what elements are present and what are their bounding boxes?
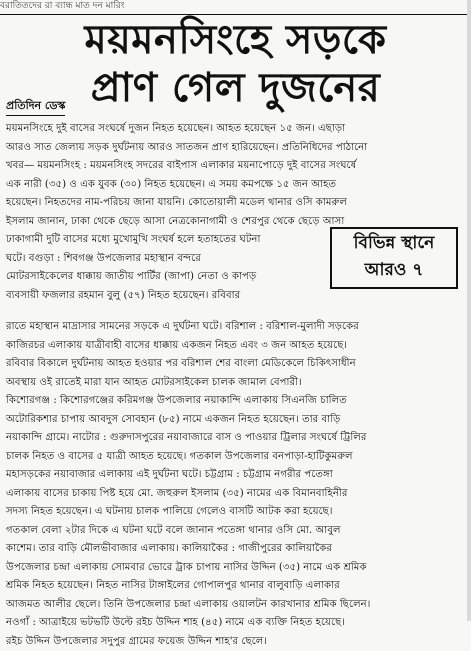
text-line: ঘটে। বগুড়া : শিবগঞ্জ উপজেলার মহাস্থান বন্দরে (6, 250, 324, 269)
text-line: রবিবার বিকালে দুর্ঘটনায় আহত হওয়ার পর বরিশাল শের বাংলা মেডিকেলে চিকিৎসাধীন (6, 355, 464, 374)
text-line: মহাসড়কের নয়াবাজার এলাকায় এই দুর্ঘটনা ঘটে। চট্টগ্রাম : চট্টগ্রাম নগরীর পতেঙ্গা (6, 466, 464, 485)
inset-line-2: আরও ৭ (332, 257, 456, 283)
text-line: অটোরিকশার চাপায় আবদুস সোবহান (৮৫) নামে একজন নিহত হয়েছেন। তার বাড়ি (6, 411, 464, 430)
text-line: মোটরসাইকেলের ধাক্কায় জাতীয় পার্টির (জাপা) নেতা ও কাপড় (6, 268, 324, 287)
text-line: চালক নিহত ও বাসের ৫ যাত্রী আহত হয়েছে। গতকাল উপজেলার বনপাড়া-হাটিকুমরুল (6, 448, 464, 467)
text-line: আরও সাত জেলায় সড়ক দুর্ঘটনায় আরও সাতজন প্রাণ হারিয়েছেন। প্রতিনিধিদের পাঠানো (6, 139, 464, 158)
inset-line-1: বিভিন্ন স্থানে (332, 229, 456, 257)
text-line: খবর— ময়মনসিংহ : ময়মনসিংহ সদরের বাইপাস এলাকার ময়নাপোড়ে দুই বাসের সংঘর্ষে (6, 157, 464, 176)
text-line: কাশেম। তার বাড়ি মৌলভীবাজার এলাকায়। কালিয়াকৈর : গাজীপুরের কালিয়াকৈর (6, 540, 464, 559)
byline: প্রতিদিন ডেস্ক (6, 98, 65, 116)
text-line: রাতে মহাস্থান মাদ্রাসার সামনের সড়কে এ দুর্ঘটনা ঘটে। বরিশাল : বরিশাল-মুলাদী সড়কের (6, 318, 464, 337)
text-line: সদস্য নিহত হয়েছেন। এ ঘটনায় চালক পালিয়ে গেলেও বাসটি আটক করা হয়েছে। (6, 503, 464, 522)
text-line: অবস্থায় ওই রাতেই মারা যান আহত মোটরসাইকেল চালক জামাল বেপারী। (6, 374, 464, 393)
text-line: ইসলাম জানান, ঢাকা থেকে ছেড়ে আসা নেত্রকোনাগামী ও শেরপুর থেকে ছেড়ে আসা (6, 213, 464, 232)
text-line: উপজেলার চন্দ্রা এলাকায় সোমবার ভোরে ট্রাক চাপায় নাসির উদ্দিন (৩৫) নামে এক শ্রমিক (6, 559, 464, 578)
text-line: নওগাঁ : আত্রাইয়ে ভটভটি উল্টে রইচ উদ্দিন শাহ (৪৫) নামে এক ব্যক্তি নিহত হয়েছে। (6, 614, 464, 633)
text-line: এক নারী (৩৫) ও এক যুবক (৩০) নিহত হয়েছেন। এ সময় কমপক্ষে ১৫ জন আহত (6, 176, 464, 195)
article-paragraph-2 (6, 318, 464, 618)
text-line: শ্রমিক নিহত হয়েছেন। নিহত নাসির টাঙ্গাইলের গোপালপুর থানার বালুবাড়ি এলাকার (6, 577, 464, 596)
text-line: ময়মনসিংহে দুই বাসের সংঘর্ষে দুজন নিহত হয়েছেন। আহত হয়েছেন ১৫ জন। এছাড়া (6, 120, 464, 139)
inset-box (330, 227, 458, 289)
text-line: কাজিরচর এলাকায় যাত্রীবাহী বাসের ধাক্কায় একজন নিহত এবং ৩ জন আহত হয়েছে। (6, 337, 464, 356)
text-line: হয়েছেন। নিহতদের নাম-পরিচয় জানা যায়নি। কোতোয়ালী মডেল থানার ওসি কামরুল (6, 194, 464, 213)
text-line: এলাকায় বাসের চাকায় পিষ্ট হয়ে মো. জহুরুল ইসলাম (৩৫) নামের এক বিমানবাহিনীর (6, 485, 464, 504)
text-line: নয়াকান্দি গ্রামে। নাটোর : গুরুদাসপুরের নয়াবাজারে বাস ও পাওয়ার ট্রিলার সংঘর্ষে ট্রিলির (6, 429, 464, 448)
text-line: কিশোরগঞ্জ : কিশোরগঞ্জের করিমগঞ্জ উপজেলার নয়াকান্দি এলাকায় সিএনজি চালিত (6, 392, 464, 411)
text-line: রইচ উদ্দিন উপজেলার সদুপুর গ্রামের ফয়েজ উদ্দিন শাহ'র ছেলে। (6, 633, 464, 651)
headline-line-2: প্রাণ গেল দুজনের (0, 62, 471, 114)
text-line: ব্যবসায়ী ফজলার রহমান বুলু (৫৭) নিহত হয়েছেন। রবিবার (6, 287, 324, 306)
page-top-text: বরাতিতদের রা ব্যান্ধ মাত দন মারিং (0, 0, 471, 14)
text-line: আজমত আলীর ছেলে। তিনি উপজেলার চন্দ্রা এলাকায় ওয়ালটন কারখানার শ্রমিক ছিলেন। (6, 596, 464, 615)
text-line: ঢাকাগামী দুটি বাসের মধ্যে মুখোমুখি সংঘর্ষ হলে হতাহতের ঘটনা (6, 231, 324, 250)
text-line: গতকাল বেলা ২টার দিকে এ ঘটনা ঘটে বলে জানান পতেঙ্গা থানার ওসি মো. আবুল (6, 522, 464, 541)
headline-line-1: ময়মনসিংহে সড়কে (0, 14, 471, 66)
